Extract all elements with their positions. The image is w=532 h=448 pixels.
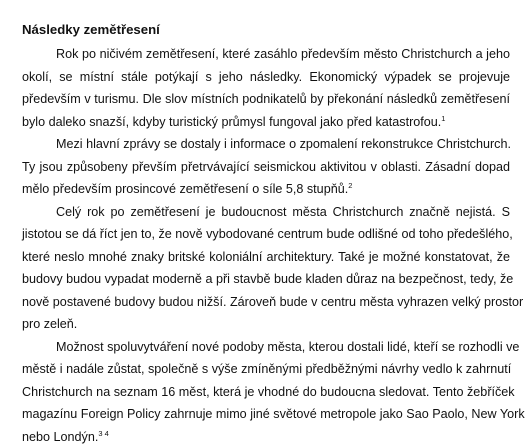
section-heading: Následky zemětřesení [22,22,510,38]
text-line-content: mělo především prosincové zemětřesení o síle 5,8 stupňů. [22,182,348,196]
paragraph-2 [22,133,510,201]
text-line-last [22,178,510,201]
text-line: magazínu Foreign Policy zahrnuje mimo jiné světové metropole jako Sao Paolo, New York [22,403,510,426]
text-line-last [22,426,510,448]
text-line: Christchurch na seznam 16 měst, která je vhodné do budoucna sledovat. Tento žebříček [22,381,510,404]
text-line: Ty jsou způsobeny převším přetrvávající seismickou aktivitou v oblasti. Zásadní dopad [22,156,510,179]
text-line-content: bylo daleko snazší, kdyby turistický průmysl fungoval jako před katastrofou. [22,115,441,129]
text-line: jistotou se dá říct jen to, že nově vybodované centrum bude odlišné od toho předešlého, [22,223,510,246]
paragraph-4 [22,336,510,448]
text-line: především v turismu. Dle slov místních podnikatelů by překonání následků zemětřesení [22,88,510,111]
footnote-marker-3-4: 3 4 [98,428,108,437]
text-line: nově postavené budovy budou nižší. Zároveň bude v centru města vyhrazen velký prostor [22,291,510,314]
paragraph-1 [22,43,510,133]
footnote-marker-2: 2 [348,181,352,190]
text-line-last: pro zeleň. [22,313,510,336]
text-line: Možnost spoluvytváření nové podoby města, kterou dostali lidé, kteří se rozhodli ve [22,336,510,359]
text-line: budovy budou vypadat moderně a při stavbě bude kladen důraz na bezpečnost, tedy, že [22,268,510,291]
text-line: které neslo mnohé znaky britské koloniální architektury. Také je možné konstatovat, že [22,246,510,269]
text-line-content: nebo Londýn. [22,430,98,444]
text-line: okolí, se místní stále potýkají s jeho následky. Ekonomický výpadek se projevuje [22,66,510,89]
footnote-marker-1: 1 [441,113,445,122]
text-line: městě i nadále zůstat, společně s výše zmíněnými předběžnými návrhy vedlo k zahrnutí [22,358,510,381]
text-line: Rok po ničivém zemětřesení, které zasáhlo především město Christchurch a jeho [22,43,510,66]
text-line: Mezi hlavní zprávy se dostaly i informace o zpomalení rekonstrukce Christchurch. [22,133,510,156]
text-line-last [22,111,510,134]
text-line: Celý rok po zemětřesení je budoucnost města Christchurch značně nejistá. S [22,201,510,224]
paragraph-3 [22,201,510,336]
